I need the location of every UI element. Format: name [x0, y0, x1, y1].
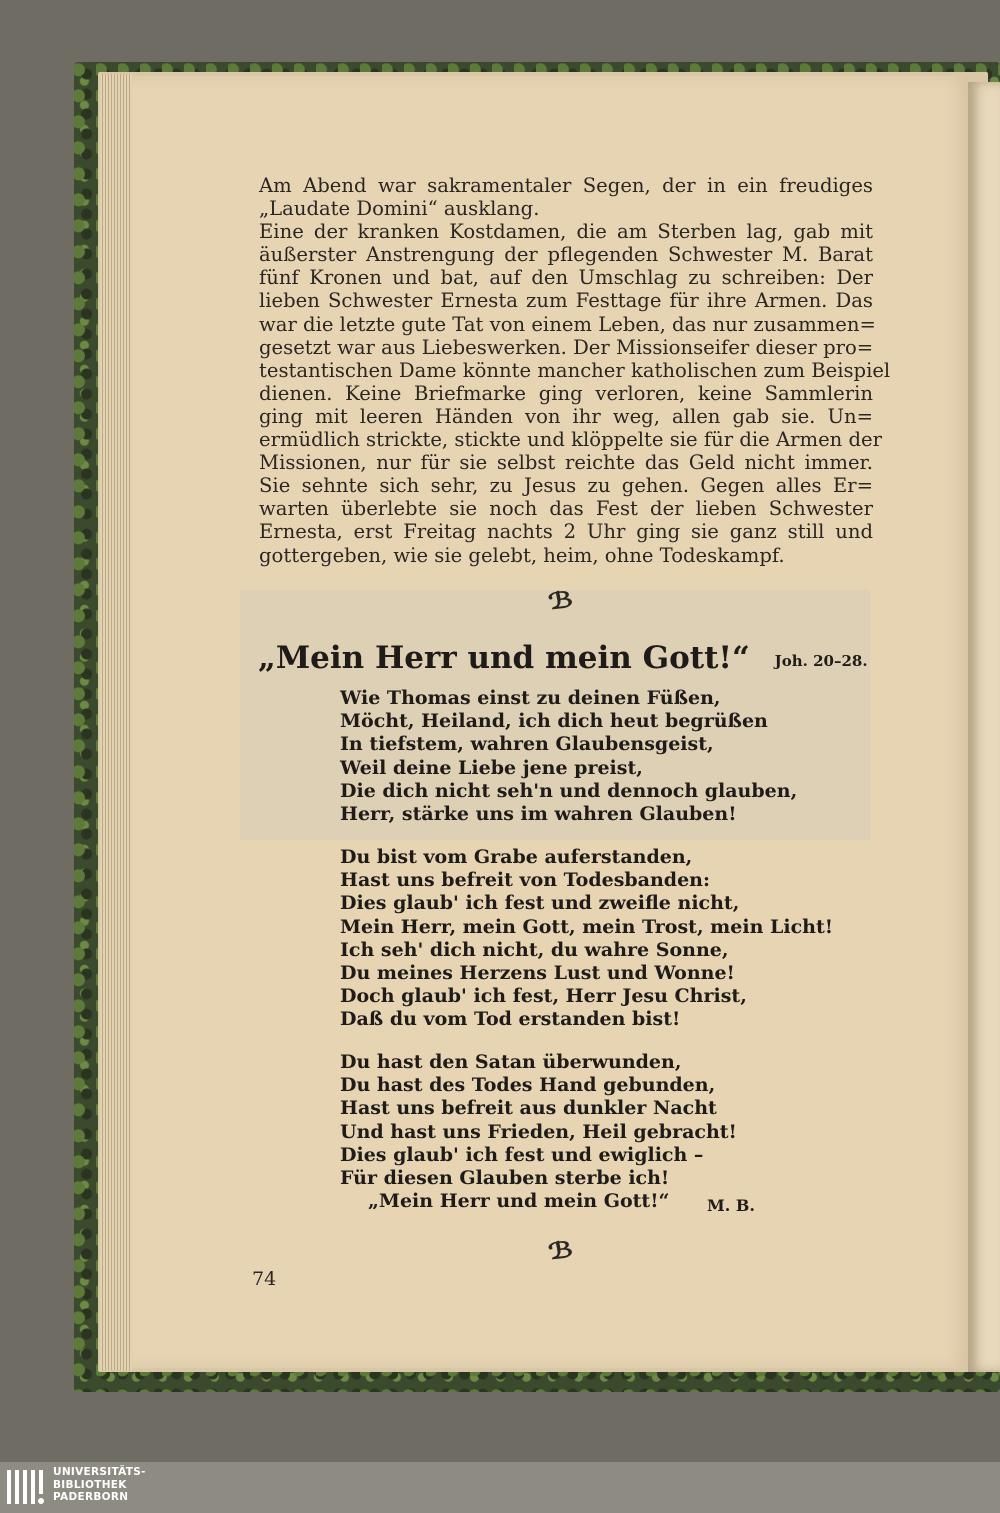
library-footer-bar [0, 1462, 1000, 1513]
poem-stanza-2 [340, 846, 834, 1032]
prose-line: warten überlebte sie noch das Fest der lieben Schwester [259, 497, 873, 521]
verse-line: In tiefstem, wahren Glaubensgeist, [340, 733, 714, 756]
verse-line: Dies glaub' ich fest und zweifle nicht, [340, 892, 740, 915]
ornament-top: ℬ [546, 586, 576, 616]
author-initials: M. B. [707, 1196, 755, 1215]
poem-title [258, 640, 868, 676]
verse-line: Und hast uns Frieden, Heil gebracht! [340, 1120, 737, 1143]
verse-line: Wie Thomas einst zu deinen Füßen, [340, 687, 721, 709]
bible-reference: Joh. 20–28. [774, 652, 868, 670]
verse-line: Du meines Herzens Lust und Wonne! [340, 962, 735, 985]
verse-line: Dies glaub' ich fest und ewiglich – [340, 1143, 704, 1166]
verse-line: Du hast des Todes Hand gebunden, [340, 1074, 716, 1097]
prose-line: gottergeben, wie sie gelebt, heim, ohne Todeskampf. [259, 543, 785, 567]
verse-line: Die dich nicht seh'n und dennoch glauben, [340, 779, 798, 802]
verse-line: Herr, stärke uns im wahren Glauben! [340, 803, 737, 826]
verse-line: Weil deine Liebe jene preist, [340, 756, 643, 779]
prose-line: Eine der kranken Kostdamen, die am Sterben lag, gab mit [259, 220, 873, 244]
library-name [53, 1466, 146, 1504]
prose-line: testantischen Dame könnte mancher katholischen zum Beispiel [259, 358, 891, 382]
verse-line: Mein Herr, mein Gott, mein Trost, mein Licht! [340, 915, 834, 938]
poem-title-text: „Mein Herr und mein Gott!“ [258, 640, 750, 676]
prose-line: äußerster Anstrengung der pflegenden Schwester M. Barat [259, 243, 873, 267]
library-line-1: UNIVERSITÄTS- [53, 1466, 146, 1478]
prose-line: Ernesta, erst Freitag nachts 2 Uhr ging sie ganz still und [259, 520, 873, 544]
prose-line: gesetzt war aus Liebeswerken. Der Missionseifer dieser pro= [259, 335, 874, 359]
ornament-bottom: ℬ [546, 1236, 576, 1266]
poem-stanza-3 [340, 1051, 800, 1213]
verse-line: Ich seh' dich nicht, du wahre Sonne, [340, 938, 729, 961]
verse-line: Doch glaub' ich fest, Herr Jesu Christ, [340, 985, 747, 1008]
facing-page-edge [968, 82, 1000, 1372]
prose-line: ging mit leeren Händen von ihr weg, allen gab sie. Un= [259, 404, 873, 428]
verse-line: Du bist vom Grabe auferstanden, [340, 846, 693, 868]
verse-line: Hast uns befreit von Todesbanden: [340, 869, 710, 892]
page-edges [100, 74, 132, 1370]
prose-line: Am Abend war sakramentaler Segen, der in ein freudiges [259, 174, 873, 197]
library-logo-icon [6, 1467, 48, 1507]
page-number: 74 [252, 1268, 277, 1290]
prose-line: ermüdlich strickte, stickte und klöppelte sie für die Armen der [259, 428, 883, 452]
library-line-2: BIBLIOTHEK [53, 1478, 127, 1491]
prose-line: Missionen, nur für sie selbst reichte das Geld nicht immer. [259, 451, 873, 475]
poem-stanza-1 [340, 687, 800, 826]
prose-line: war die letzte gute Tat von einem Leben, das nur zusammen= [259, 312, 876, 336]
prose-paragraphs [259, 174, 891, 567]
verse-line: Du hast den Satan überwunden, [340, 1051, 682, 1073]
prose-line: fünf Kronen und bat, auf den Umschlag zu schreiben: Der [259, 266, 873, 290]
verse-line: „Mein Herr und mein Gott!“ [368, 1190, 670, 1213]
prose-line: dienen. Keine Briefmarke ging verloren, keine Sammlerin [259, 381, 873, 405]
verse-line: Für diesen Glauben sterbe ich! [340, 1167, 670, 1190]
prose-line: lieben Schwester Ernesta zum Festtage für ihre Armen. Das [259, 289, 873, 313]
prose-line: „Laudate Domini“ ausklang. [259, 197, 540, 221]
library-line-3: PADERBORN [53, 1491, 129, 1503]
verse-line: Daß du vom Tod erstanden bist! [340, 1008, 681, 1031]
prose-line: Sie sehnte sich sehr, zu Jesus zu gehen. Gegen alles Er= [259, 474, 873, 498]
verse-line: Möcht, Heiland, ich dich heut begrüßen [340, 710, 768, 733]
verse-line: Hast uns befreit aus dunkler Nacht [340, 1097, 717, 1120]
